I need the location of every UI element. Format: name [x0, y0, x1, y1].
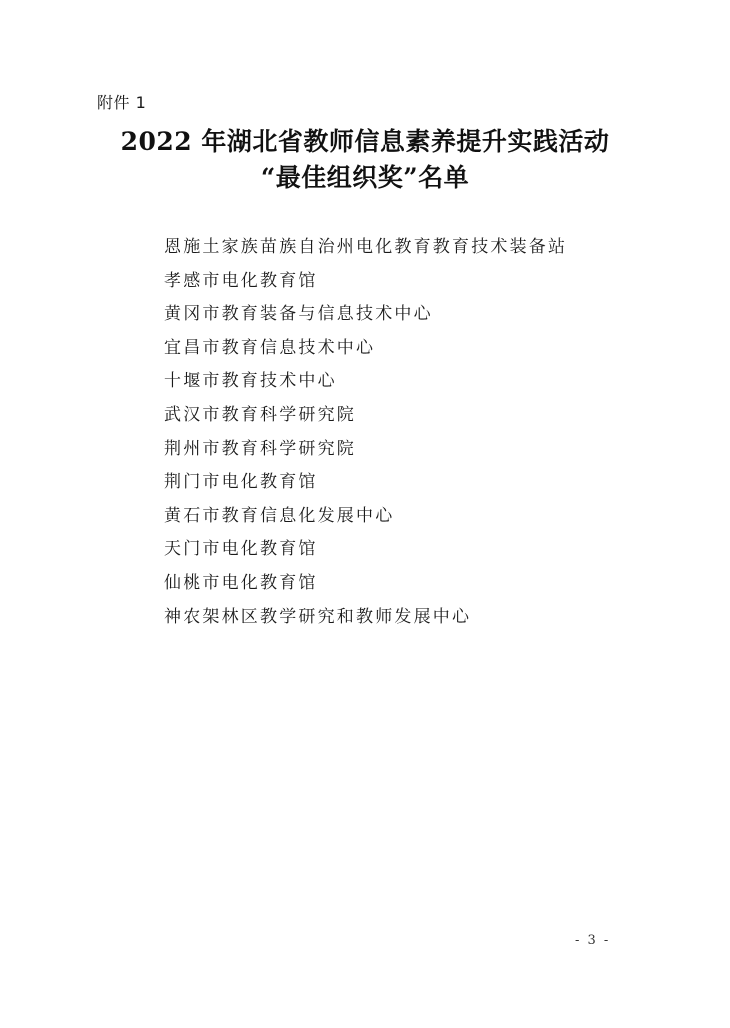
organization-list — [164, 231, 567, 634]
list-item: 十堰市教育技术中心 — [164, 371, 337, 392]
attachment-label: 附件 1 — [97, 93, 147, 112]
list-item: 恩施土家族苗族自治州电化教育教育技术装备站 — [164, 237, 568, 257]
title-line-1: 2022 年湖北省教师信息素养提升实践活动 — [120, 127, 610, 156]
list-item: 神农架林区教学研究和教师发展中心 — [164, 606, 472, 627]
list-item: 武汉市教育科学研究院 — [164, 404, 356, 425]
list-item: 天门市电化教育馆 — [164, 539, 318, 560]
list-item: 宜昌市教育信息技术中心 — [164, 337, 376, 358]
list-item: 荆州市教育科学研究院 — [164, 438, 356, 459]
list-item: 黄冈市教育装备与信息技术中心 — [164, 304, 433, 325]
list-item: 荆门市电化教育馆 — [164, 472, 318, 493]
list-item: 仙桃市电化教育馆 — [164, 572, 318, 593]
page-number: - 3 - — [575, 933, 611, 948]
list-item: 黄石市教育信息化发展中心 — [164, 505, 395, 526]
title-line-2: “最佳组织奖”名单 — [260, 163, 470, 192]
list-item: 孝感市电化教育馆 — [164, 270, 318, 291]
